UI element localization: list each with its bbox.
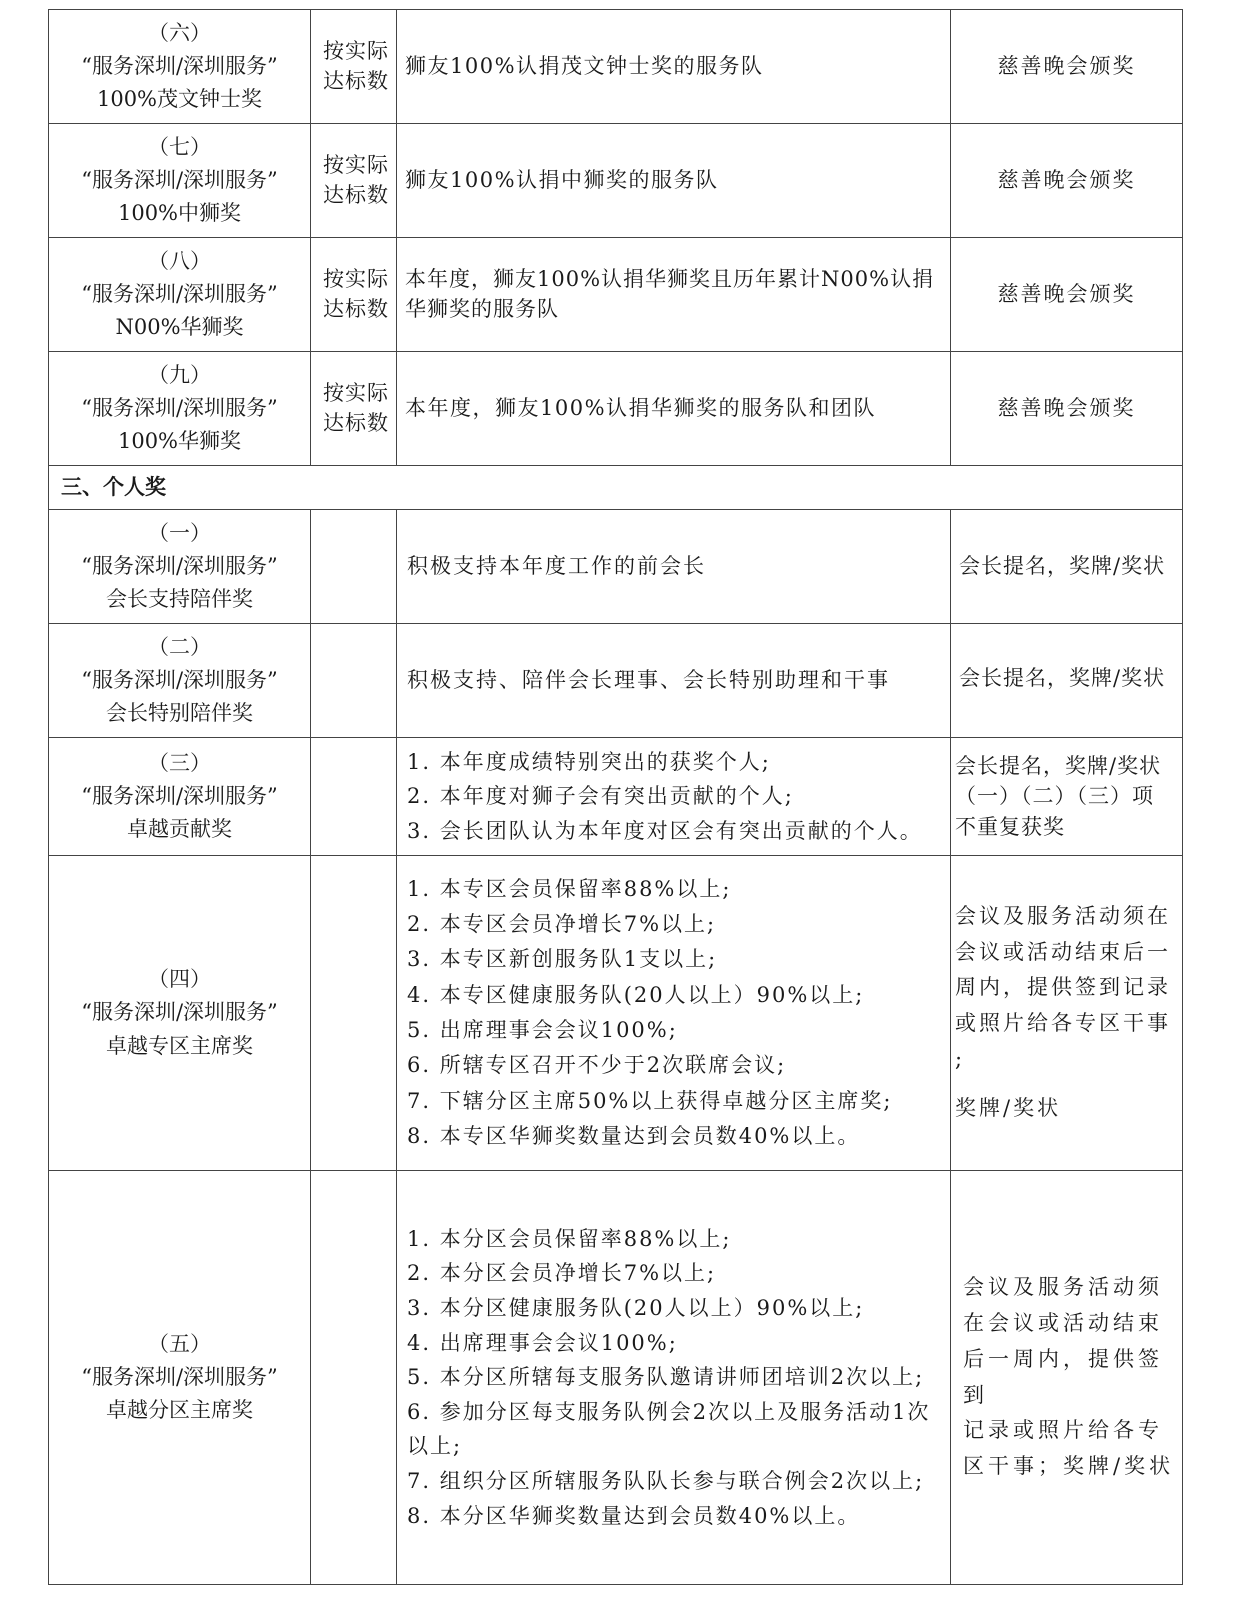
award-criteria-list: [397, 856, 951, 1171]
award-prefix: “服务深圳/深圳服务”: [81, 553, 278, 578]
list-item: 7. 组织分区所辖服务队队长参与联合例会2次以上;: [407, 1469, 925, 1494]
award-title: 卓越贡献奖: [127, 817, 232, 842]
award-title: 卓越分区主席奖: [106, 1398, 253, 1423]
award-number: （八）: [148, 248, 211, 273]
list-item: 8. 本分区华狮奖数量达到会员数40%以上。: [407, 1503, 861, 1528]
award-title: 卓越专区主席奖: [106, 1033, 253, 1058]
award-note: 慈善晚会颁奖: [951, 124, 1183, 238]
note-line: 后一周内，提供签到: [963, 1346, 1163, 1407]
award-count-cell: [311, 124, 397, 238]
note-line: 在会议或活动结束: [963, 1311, 1163, 1336]
table-row: [49, 238, 1183, 352]
award-number: （四）: [148, 967, 211, 992]
list-item: 6. 所辖专区召开不少于2次联席会议;: [407, 1053, 787, 1078]
list-item: 8. 本专区华狮奖数量达到会员数40%以上。: [407, 1123, 861, 1148]
list-item: 2. 本专区会员净增长7%以上;: [407, 912, 717, 937]
award-count-cell: [311, 510, 397, 624]
count-line: 按实际: [323, 153, 389, 178]
award-note: 慈善晚会颁奖: [951, 10, 1183, 124]
award-count-cell: [311, 624, 397, 738]
award-count-cell: [311, 1171, 397, 1585]
award-count-cell: [311, 856, 397, 1171]
award-title: 会长特别陪伴奖: [106, 701, 253, 726]
note-line: 会议及服务活动须在: [955, 903, 1171, 928]
award-title: 100%茂文钟士奖: [96, 87, 263, 112]
award-note: 慈善晚会颁奖: [951, 238, 1183, 352]
award-note: 会长提名，奖牌/奖状: [951, 510, 1183, 624]
award-criteria: 积极支持本年度工作的前会长: [397, 510, 951, 624]
award-count-cell: [311, 352, 397, 466]
award-criteria-list: [397, 1171, 951, 1585]
award-criteria: 积极支持、陪伴会长理事、会长特别助理和干事: [397, 624, 951, 738]
table-row: [49, 1171, 1183, 1585]
note-line: 不重复获奖: [955, 814, 1065, 839]
list-item: 1. 本专区会员保留率88%以上;: [407, 876, 732, 901]
award-name-cell: [49, 238, 311, 352]
award-name-cell: [49, 738, 311, 856]
award-name-cell: [49, 124, 311, 238]
award-prefix: “服务深圳/深圳服务”: [81, 167, 278, 192]
note-line: 或照片给各专区干事: [955, 1011, 1171, 1035]
award-number: （六）: [148, 20, 211, 45]
table-row: [49, 624, 1183, 738]
list-item: 1. 本分区会员保留率88%以上;: [407, 1226, 732, 1251]
award-criteria: 本年度，狮友100%认捐华狮奖且历年累计N00%认捐华狮奖的服务队: [397, 238, 951, 352]
count-line: 达标数: [323, 68, 389, 93]
award-criteria: 本年度，狮友100%认捐华狮奖的服务队和团队: [397, 352, 951, 466]
award-name-cell: [49, 352, 311, 466]
award-number: （七）: [148, 134, 211, 159]
table-row: [49, 352, 1183, 466]
award-note: [951, 738, 1183, 856]
award-prefix: “服务深圳/深圳服务”: [81, 1364, 278, 1389]
award-number: （二）: [148, 634, 211, 659]
list-item: 3. 本专区新创服务队1支以上;: [407, 947, 718, 972]
award-note: [951, 1171, 1183, 1585]
award-name-cell: [49, 856, 311, 1171]
note-line: 会议或活动结束后一: [955, 939, 1171, 964]
award-name-cell: [49, 1171, 311, 1585]
award-number: （三）: [148, 750, 211, 775]
award-criteria: 狮友100%认捐茂文钟士奖的服务队: [397, 10, 951, 124]
list-item: 4. 出席理事会会议100%;: [407, 1330, 678, 1355]
award-prefix: “服务深圳/深圳服务”: [81, 1000, 278, 1025]
award-count-cell: [311, 10, 397, 124]
table-row: [49, 124, 1183, 238]
count-line: 达标数: [323, 410, 389, 435]
note-line: 会长提名，奖牌/奖状: [955, 753, 1162, 778]
note-line: 会议及服务活动须: [963, 1275, 1163, 1300]
award-title: 会长支持陪伴奖: [106, 587, 253, 612]
list-item: 3. 会长团队认为本年度对区会有突出贡献的个人。: [407, 818, 923, 843]
list-item: 5. 本分区所辖每支服务队邀请讲师团培训2次以上;: [407, 1365, 925, 1390]
award-name-cell: [49, 10, 311, 124]
list-item: 2. 本分区会员净增长7%以上;: [407, 1261, 717, 1286]
award-title: 100%中狮奖: [117, 201, 242, 226]
award-prefix: “服务深圳/深圳服务”: [81, 281, 278, 306]
award-prefix: “服务深圳/深圳服务”: [81, 53, 278, 78]
list-item: 1. 本年度成绩特别突出的获奖个人;: [407, 750, 771, 775]
awards-table: [48, 9, 1183, 1585]
award-number: （九）: [148, 362, 211, 387]
award-prefix: “服务深圳/深圳服务”: [81, 783, 278, 808]
note-line: 奖牌/奖状: [955, 1096, 1062, 1121]
table-row: [49, 10, 1183, 124]
table-row: [49, 738, 1183, 856]
award-count-cell: [311, 238, 397, 352]
list-item: 5. 出席理事会会议100%;: [407, 1018, 678, 1042]
count-line: 达标数: [323, 296, 389, 321]
list-item: 6. 参加分区每支服务队例会2次以上及服务活动1次以上;: [407, 1399, 931, 1459]
award-name-cell: [49, 624, 311, 738]
award-name-cell: [49, 510, 311, 624]
count-line: 按实际: [323, 39, 389, 64]
note-line: ;: [955, 1046, 966, 1071]
list-item: 2. 本年度对狮子会有突出贡献的个人;: [407, 784, 794, 809]
table-row: [49, 856, 1183, 1171]
award-number: （一）: [148, 520, 211, 545]
note-line: （一）（二）（三）项: [955, 784, 1154, 809]
list-item: 4. 本专区健康服务队(20人以上）90%以上;: [407, 982, 865, 1007]
award-criteria: 狮友100%认捐中狮奖的服务队: [397, 124, 951, 238]
award-number: （五）: [148, 1331, 211, 1356]
award-title: N00%华狮奖: [115, 315, 244, 340]
award-note: 会长提名，奖牌/奖状: [951, 624, 1183, 738]
list-item: 7. 下辖分区主席50%以上获得卓越分区主席奖;: [407, 1088, 893, 1113]
award-prefix: “服务深圳/深圳服务”: [81, 667, 278, 692]
award-title: 100%华狮奖: [117, 429, 242, 454]
list-item: 3. 本分区健康服务队(20人以上）90%以上;: [407, 1295, 865, 1320]
table-row: [49, 466, 1183, 510]
note-line: 区干事；奖牌/奖状: [963, 1453, 1175, 1478]
award-criteria-list: [397, 738, 951, 856]
table-row: [49, 510, 1183, 624]
award-count-cell: [311, 738, 397, 856]
note-line: 周内，提供签到记录: [955, 975, 1171, 1000]
note-line: 记录或照片给各专: [963, 1418, 1163, 1443]
award-prefix: “服务深圳/深圳服务”: [81, 395, 278, 420]
award-note: 慈善晚会颁奖: [951, 352, 1183, 466]
section-heading: 三、个人奖: [49, 466, 1183, 510]
count-line: 达标数: [323, 182, 389, 207]
count-line: 按实际: [323, 267, 389, 292]
award-note: [951, 856, 1183, 1171]
spacer: [955, 1077, 1182, 1091]
count-line: 按实际: [323, 381, 389, 406]
